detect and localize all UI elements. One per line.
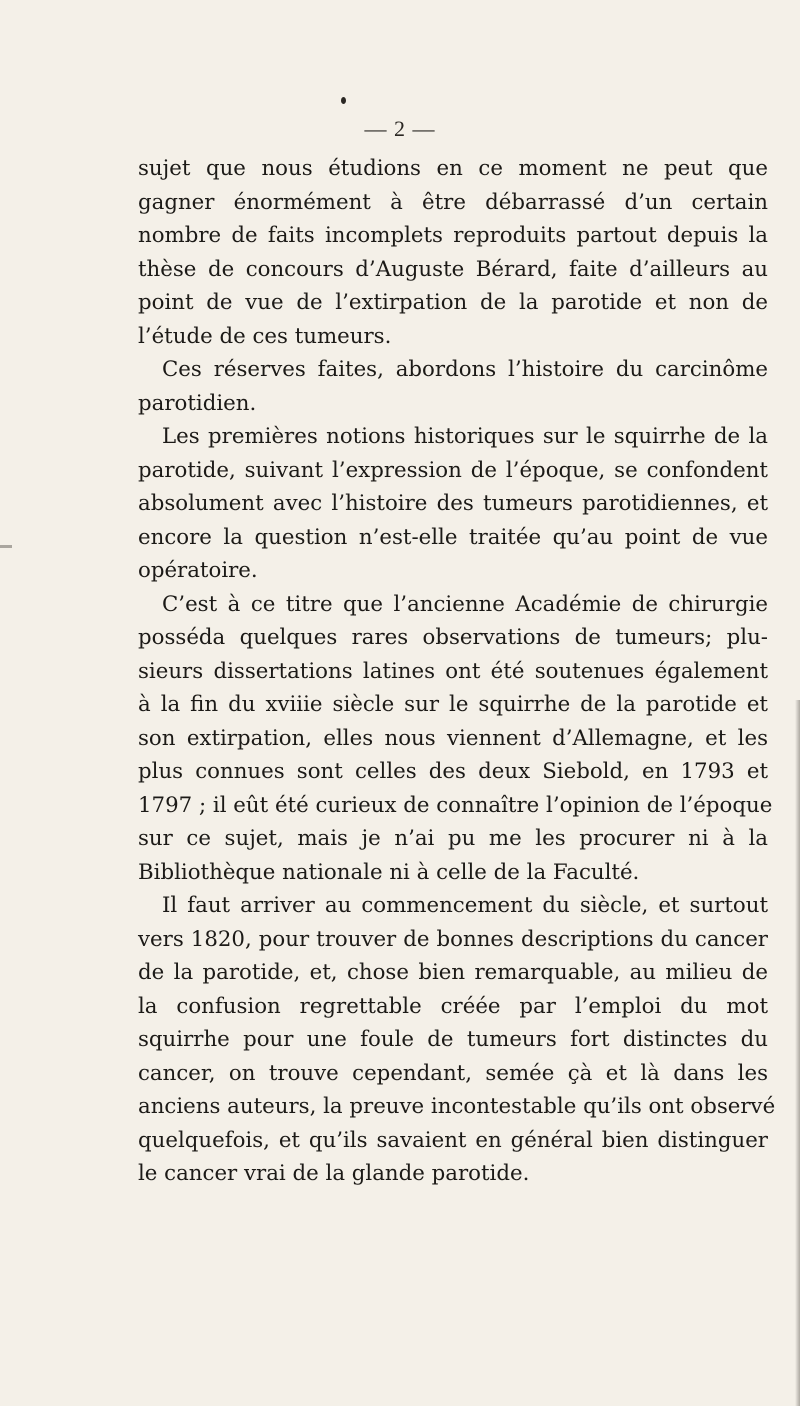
text-line: 1797 ; il eût été curieux de connaître l’opinion de l’époque (138, 792, 773, 818)
text-line: squirrhe pour une foule de tumeurs fort distinctes du (138, 1027, 768, 1052)
text-line: sujet que nous étudions en ce moment ne peut que (138, 156, 768, 181)
text-line: la confusion regrettable créée par l’emploi du mot (138, 993, 768, 1019)
text-line: opératoire. (138, 558, 258, 583)
printed-dot-mark (341, 97, 346, 104)
text-line: point de vue de l’extirpation de la parotide et non de (138, 290, 768, 315)
text-line: son extirpation, elles nous viennent d’Allemagne, et les (138, 725, 768, 751)
scan-page-edge (795, 700, 800, 1406)
paragraph (138, 152, 768, 353)
paragraph (138, 353, 768, 420)
text-line: l’étude de ces tumeurs. (138, 323, 392, 349)
text-line: sieurs dissertations latines ont été soutenues également (138, 658, 768, 684)
text-line: C’est à ce titre que l’ancienne Académie de chirurgie (162, 591, 768, 617)
paragraph (138, 889, 776, 1191)
text-line: à la fin du xviiie siècle sur le squirrhe de la parotide et (138, 692, 768, 717)
text-line: thèse de concours d’Auguste Bérard, faite d’ailleurs au (138, 256, 768, 282)
text-line: sur ce sujet, mais je n’ai pu me les procurer ni à la (138, 826, 768, 851)
text-line: cancer, on trouve cependant, semée çà et là dans les (138, 1060, 768, 1086)
text-line: anciens auteurs, la preuve incontestable qu’ils ont observé (138, 1094, 776, 1119)
text-line: absolument avec l’histoire des tumeurs parotidiennes, et (138, 491, 768, 516)
text-line: gagner énormément à être débarrassé d’un certain (138, 189, 768, 215)
paragraph (138, 588, 773, 890)
text-line: Ces réserves faites, abordons l’histoire du carcinôme (162, 357, 768, 382)
text-line: plus connues sont celles des deux Siebold, en 1793 et (138, 759, 768, 784)
body-text (138, 152, 776, 1191)
scan-margin-mark (0, 545, 12, 548)
text-line: Il faut arriver au commencement du siècle, et surtout (162, 893, 768, 918)
page-number: — 2 — (364, 116, 436, 141)
paragraph (138, 420, 768, 588)
text-line: le cancer vrai de la glande parotide. (138, 1161, 530, 1186)
text-line: Les premières notions historiques sur le squirrhe de la (162, 424, 768, 449)
text-line: quelquefois, et qu’ils savaient en général bien distinguer (138, 1127, 768, 1153)
text-line: parotide, suivant l’expression de l’époque, se confondent (138, 457, 768, 483)
text-line: de la parotide, et, chose bien remarquable, au milieu de (138, 960, 768, 985)
text-line: parotidien. (138, 390, 257, 416)
text-line: posséda quelques rares observations de tumeurs; plu- (138, 625, 768, 650)
text-line: Bibliothèque nationale ni à celle de la Faculté. (138, 859, 640, 885)
text-line: nombre de faits incomplets reproduits partout depuis la (138, 223, 768, 248)
text-line: vers 1820, pour trouver de bonnes descriptions du cancer (138, 926, 768, 952)
text-line: encore la question n’est-elle traitée qu’au point de vue (138, 524, 768, 550)
